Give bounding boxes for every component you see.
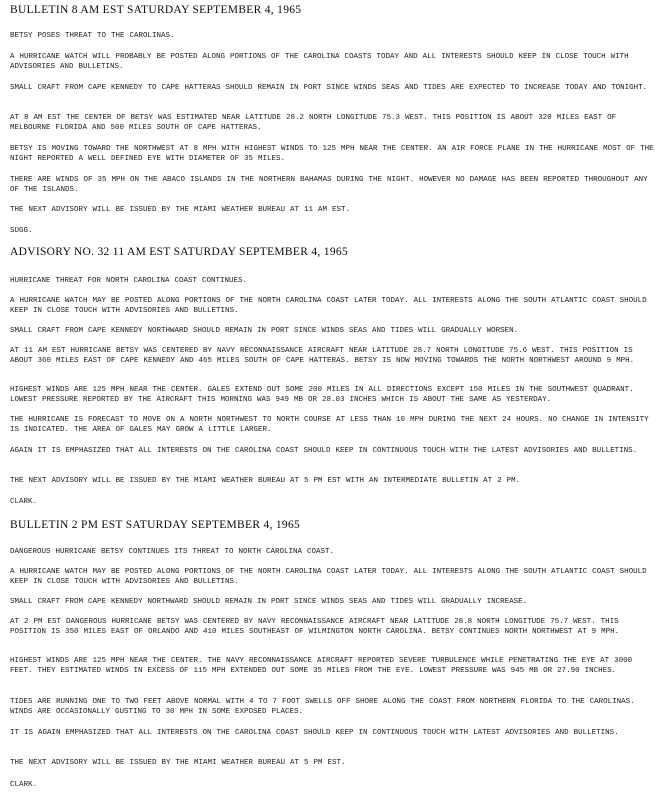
advisory-32-paragraph: THE HURRICANE IS FORECAST TO MOVE ON A NORTH NORTHWEST TO NORTH COURSE AT LESS THAN 10 MPH DURING THE NEXT 24 HOURS. NO CHANGE IN INTENSITY IS INDICATED. THE AREA OF GALES MAY GROW A LITTLE LARGER. (10, 416, 649, 434)
bulletin-8am-signature: SUGG. (10, 227, 33, 235)
bulletin-2pm-paragraph: IT IS AGAIN EMPHASIZED THAT ALL INTERESTS ON THE CAROLINA COAST SHOULD KEEP IN CONTINUOUS TOUCH WITH LATEST ADVISORIES AND BULLETINS. (10, 729, 619, 737)
bulletin-2pm-signature: CLARK. (10, 781, 38, 789)
bulletin-8am-paragraph: THE NEXT ADVISORY WILL BE ISSUED BY THE MIAMI WEATHER BUREAU AT 11 AM EST. (10, 206, 351, 214)
bulletin-2pm-paragraph: THE NEXT ADVISORY WILL BE ISSUED BY THE MIAMI WEATHER BUREAU AT 5 PM EST. (10, 759, 346, 767)
advisory-32-paragraph: HIGHEST WINDS ARE 125 MPH NEAR THE CENTER. GALES EXTEND OUT SOME 200 MILES IN ALL DIRECTIONS EXCEPT 150 MILES IN THE SOUTHWEST QUADRANT. LOWEST PRESSURE REPORTED BY THE AIRCRAFT THIS MORNING WAS 949 MB OR 28.03 INCHES WHICH IS ABOUT THE SAME AS YESTERDAY. (10, 386, 634, 404)
bulletin-8am-paragraph: THERE ARE WINDS OF 35 MPH ON THE ABACO ISLANDS IN THE NORTHERN BAHAMAS DURING THE NIGHT. HOWEVER NO DAMAGE HAS BEEN REPORTED THROUGHOUT ANY OF THE ISLANDS. (10, 176, 648, 194)
bulletin-2pm-paragraph: A HURRICANE WATCH MAY BE POSTED ALONG PORTIONS OF THE NORTH CAROLINA COAST LATER TODAY. ALL INTERESTS ALONG THE SOUTH ATLANTIC COAST SHOULD KEEP IN CLOSE TOUCH WITH ADVISORIES AND BULLETINS. (10, 568, 647, 586)
bulletin-8am-paragraph: A HURRICANE WATCH WILL PROBABLY BE POSTED ALONG PORTIONS OF THE CAROLINA COASTS TODAY AND ALL INTERESTS SHOULD KEEP IN CLOSE TOUCH WITH ADVISORIES AND BULLETINS. (10, 53, 629, 71)
advisory-32-paragraph: THE NEXT ADVISORY WILL BE ISSUED BY THE MIAMI WEATHER BUREAU AT 5 PM EST WITH AN INTERMEDIATE BULLETIN AT 2 PM. (10, 477, 521, 485)
bulletin-8am-paragraph: BETSY POSES THREAT TO THE CAROLINAS. (10, 32, 175, 40)
advisory-32-paragraph: SMALL CRAFT FROM CAPE KENNEDY NORTHWARD SHOULD REMAIN IN PORT SINCE WINDS SEAS AND TIDES WILL GRADUALLY WORSEN. (10, 327, 519, 335)
advisory-32-paragraph: HURRICANE THREAT FOR NORTH CAROLINA COAST CONTINUES. (10, 277, 248, 285)
advisory-32-signature: CLARK. (10, 498, 38, 506)
advisory-32-paragraph: A HURRICANE WATCH MAY BE POSTED ALONG PORTIONS OF THE NORTH CAROLINA COAST LATER TODAY. ALL INTERESTS ALONG THE SOUTH ATLANTIC COAST SHOULD KEEP IN CLOSE TOUCH WITH ADVISORIES AND BULLETINS. (10, 297, 647, 315)
bulletin-8am-paragraph: SMALL CRAFT FROM CAPE KENNEDY TO CAPE HATTERAS SHOULD REMAIN IN PORT SINCE WINDS SEAS AND TIDES ARE EXPECTED TO INCREASE TODAY AND TONIGHT. (10, 84, 648, 92)
bulletin-2pm-paragraph: HIGHEST WINDS ARE 125 MPH NEAR THE CENTER. THE NAVY RECONNAISSANCE AIRCRAFT REPORTED SEVERE TURBULENCE WHILE PENETRATING THE EYE AT 3000 FEET. THEY ESTIMATED WINDS IN EXCESS OF 115 MPH EXTENDED OUT SOME 35 MILES FROM THE EYE. LOWEST PRESSURE WAS 945 MB OR 27.90 INCHES. (10, 657, 633, 675)
advisory-32-paragraph: AT 11 AM EST HURRICANE BETSY WAS CENTERED BY NAVY RECONNAISSANCE AIRCRAFT NEAR LATITUDE 28.7 NORTH LONGITUDE 75.6 WEST. THIS POSITION IS ABOUT 360 MILES EAST OF CAPE KENNEDY AND 465 MILES SOUTH OF CAPE HATTERAS. BETSY IS NOW MOVING TOWARDS THE NORTH NORTHWEST AROUND 9 MPH. (10, 347, 635, 365)
advisory-32-heading: ADVISORY NO. 32 11 AM EST SATURDAY SEPTEMBER 4, 1965 (10, 246, 348, 258)
bulletin-2pm-paragraph: DANGEROUS HURRICANE BETSY CONTINUES ITS THREAT TO NORTH CAROLINA COAST. (10, 548, 335, 556)
bulletin-8am-paragraph: BETSY IS MOVING TOWARD THE NORTHWEST AT 8 MPH WITH HIGHEST WINDS TO 125 MPH NEAR THE CENTER. AN AIR FORCE PLANE IN THE HURRICANE MOST OF THE NIGHT REPORTED A WELL DEFINED EYE WITH DIAMETER OF 35 MILES. (10, 145, 654, 163)
bulletin-2pm-heading: BULLETIN 2 PM EST SATURDAY SEPTEMBER 4, 1965 (10, 519, 301, 531)
bulletin-2pm-paragraph: AT 2 PM EST DANGEROUS HURRICANE BETSY WAS CENTERED BY NAVY RECONNAISSANCE AIRCRAFT NEAR LATITUDE 28.8 NORTH LONGITUDE 75.7 WEST. THIS POSITION IS 350 MILES EAST OF ORLANDO AND 410 MILES SOUTHEAST OF WILMINGTON NORTH CAROLINA. BETSY CONTINUES NORTH NORTHWEST AT 9 MPH. (10, 618, 620, 636)
bulletin-8am-paragraph: AT 8 AM EST THE CENTER OF BETSY WAS ESTIMATED NEAR LATITUDE 28.2 NORTH LONGITUDE 75.3 WEST. THIS POSITION IS ABOUT 320 MILES EAST OF MELBOURNE FLORIDA AND 500 MILES SOUTH OF CAPE HATTERAS. (10, 114, 617, 132)
advisory-32-paragraph: AGAIN IT IS EMPHASIZED THAT ALL INTERESTS ON THE CAROLINA COAST SHOULD KEEP IN CONTINUOUS TOUCH WITH THE LATEST ADVISORIES AND BULLETINS. (10, 447, 638, 455)
bulletin-8am-heading: BULLETIN 8 AM EST SATURDAY SEPTEMBER 4, 1965 (10, 4, 302, 16)
bulletin-2pm-paragraph: TIDES ARE RUNNING ONE TO TWO FEET ABOVE NORMAL WITH 4 TO 7 FOOT SWELLS OFF SHORE ALONG THE COAST FROM NORTHERN FLORIDA TO THE CAROLINAS. WINDS ARE OCCASIONALLY GUSTING TO 30 MPH IN SOME EXPOSED PLACES. (10, 698, 635, 716)
bulletin-2pm-paragraph: SMALL CRAFT FROM CAPE KENNEDY NORTHWARD SHOULD REMAIN IN PORT SINCE WINDS SEAS AND TIDES WILL GRADUALLY INCREASE. (10, 598, 528, 606)
